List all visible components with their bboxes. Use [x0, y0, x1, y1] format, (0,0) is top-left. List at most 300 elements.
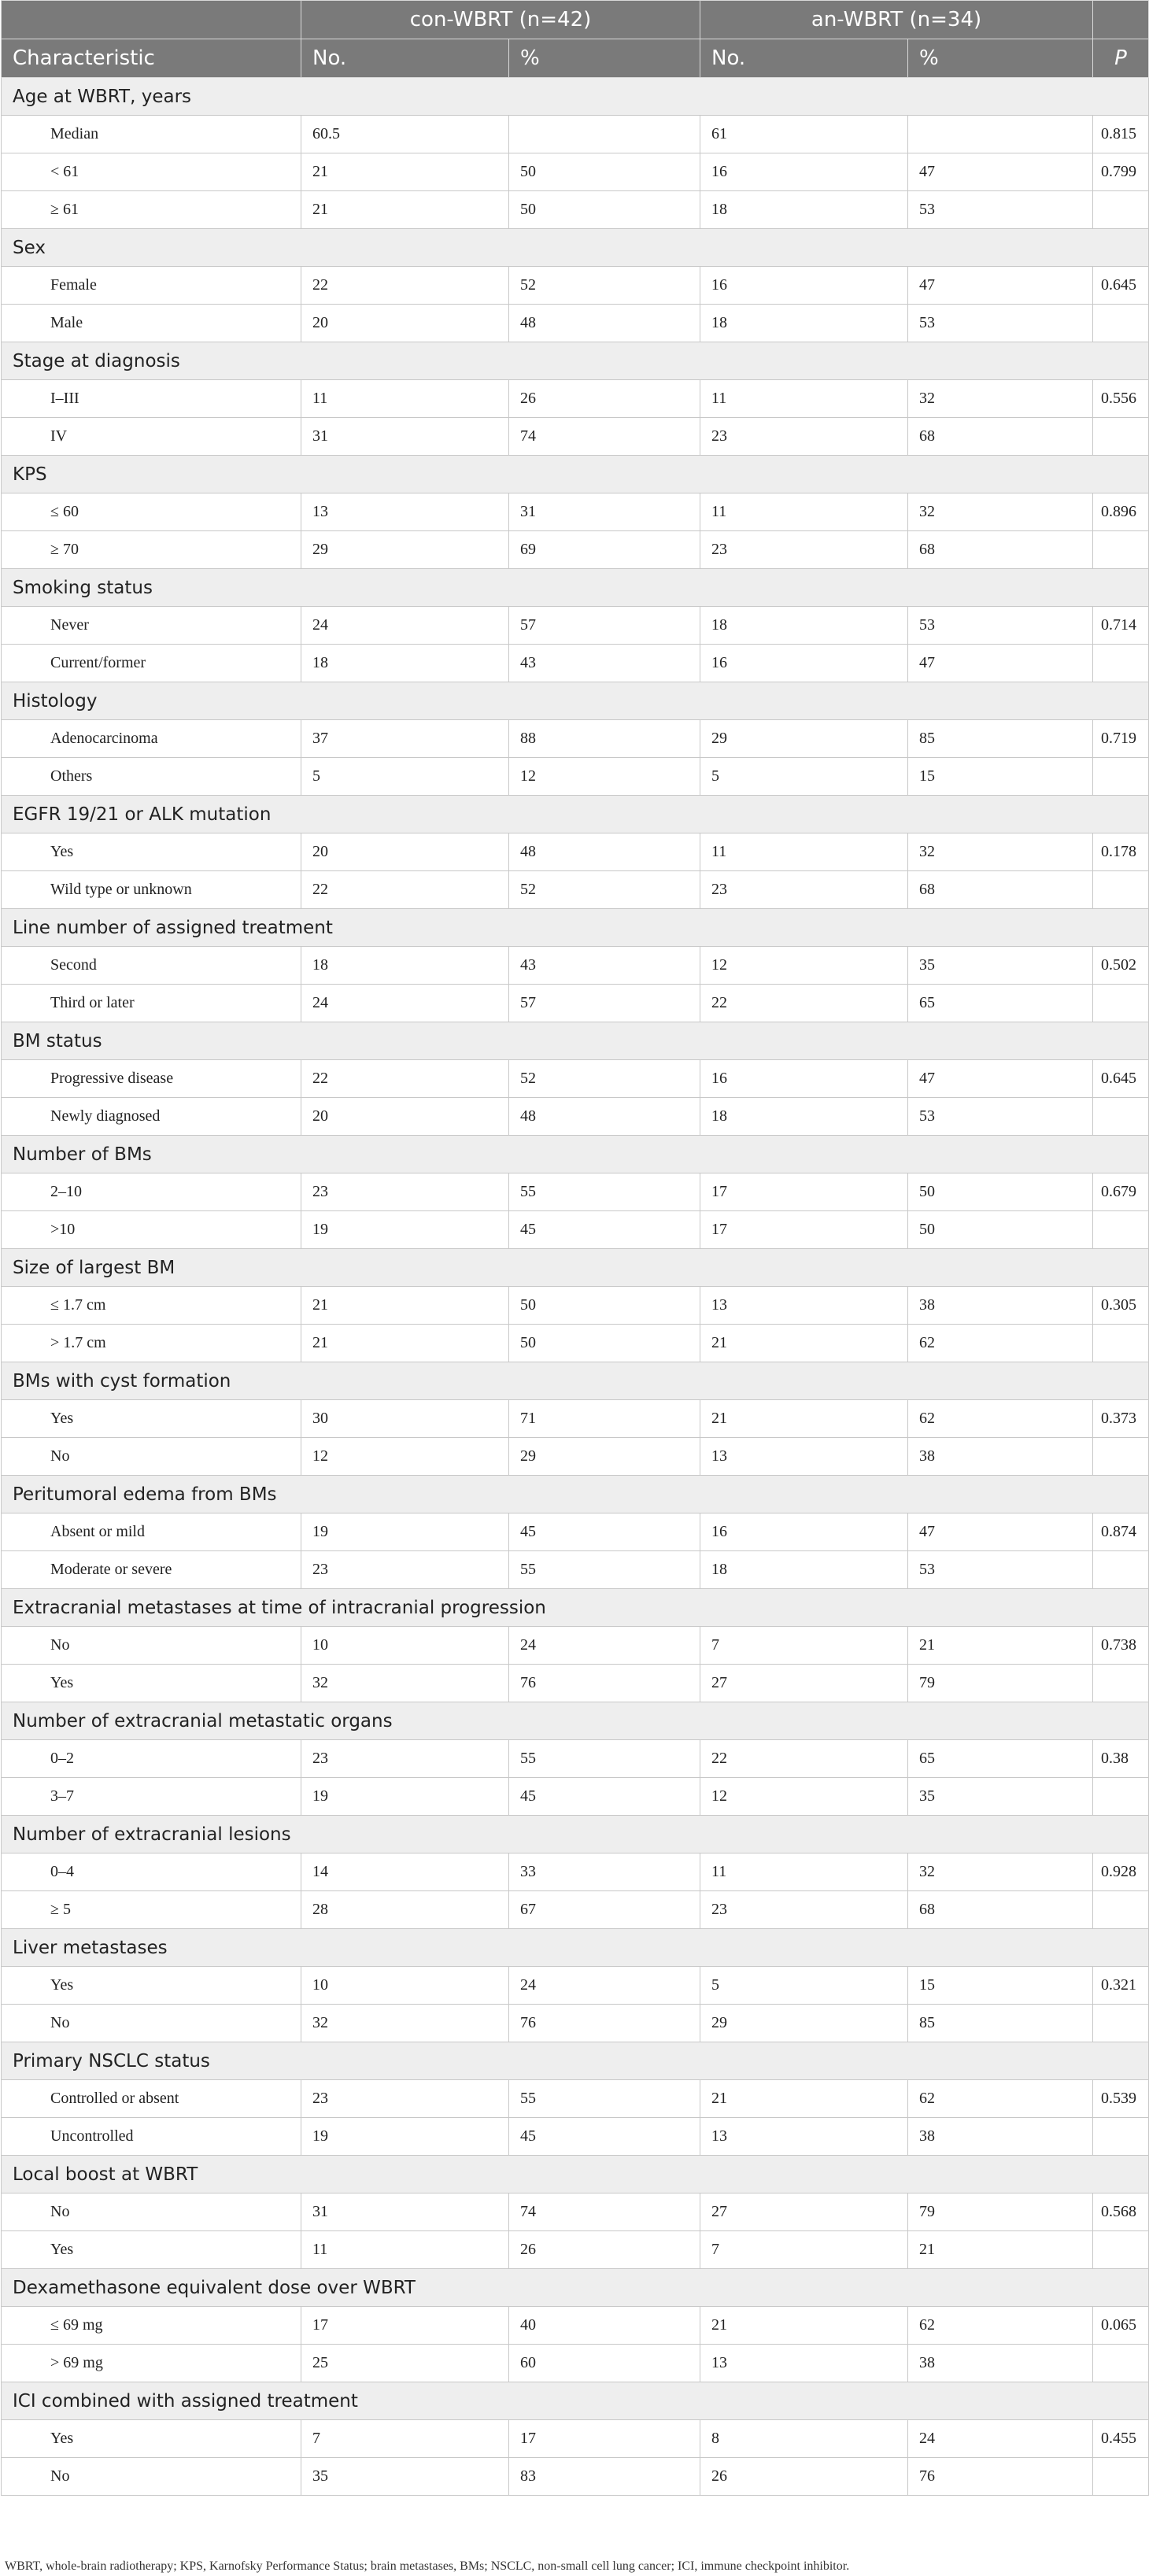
table-row: [2, 1740, 1149, 1778]
an-pct-cell: 32: [908, 493, 1093, 531]
con-no-cell: 25: [301, 2345, 509, 2382]
an-no-cell: 29: [700, 2005, 908, 2042]
an-pct-cell: 38: [908, 2118, 1093, 2156]
row-label: Progressive disease: [2, 1060, 301, 1098]
an-no-cell: 23: [700, 531, 908, 569]
p-value-cell: 0.305: [1093, 1287, 1149, 1325]
con-no-cell: 22: [301, 267, 509, 305]
an-no-cell: 21: [700, 2307, 908, 2345]
section-title: Line number of assigned treatment: [2, 909, 1149, 947]
an-pct-cell: 68: [908, 1891, 1093, 1929]
section-title: Smoking status: [2, 569, 1149, 607]
an-no-cell: 29: [700, 720, 908, 758]
row-label: Male: [2, 305, 301, 342]
row-label: 2–10: [2, 1173, 301, 1211]
row-label: No: [2, 1438, 301, 1476]
table-row: [2, 2231, 1149, 2269]
an-no-cell: 11: [700, 1853, 908, 1891]
table-row: [2, 418, 1149, 456]
an-pct-cell: 62: [908, 2080, 1093, 2118]
p-value-cell: 0.065: [1093, 2307, 1149, 2345]
section-title: Dexamethasone equivalent dose over WBRT: [2, 2269, 1149, 2307]
section-row: [2, 342, 1149, 380]
section-title: Primary NSCLC status: [2, 2042, 1149, 2080]
an-no-cell: 22: [700, 985, 908, 1022]
con-no-cell: 23: [301, 1173, 509, 1211]
p-value-cell: 0.874: [1093, 1513, 1149, 1551]
row-label: Yes: [2, 2420, 301, 2458]
con-no-cell: 19: [301, 1513, 509, 1551]
an-pct-cell: 85: [908, 720, 1093, 758]
table-row: [2, 871, 1149, 909]
con-no-cell: 20: [301, 833, 509, 871]
table-row: [2, 833, 1149, 871]
p-value-cell: [1093, 1665, 1149, 1702]
an-no-cell: 23: [700, 1891, 908, 1929]
section-row: [2, 1249, 1149, 1287]
row-label: IV: [2, 418, 301, 456]
con-pct-cell: 60: [509, 2345, 700, 2382]
an-no-cell: 12: [700, 947, 908, 985]
con-no-cell: 24: [301, 985, 509, 1022]
column-header-row: [2, 39, 1149, 78]
an-pct-cell: 24: [908, 2420, 1093, 2458]
an-no-cell: 5: [700, 758, 908, 796]
an-pct-header: %: [908, 39, 1093, 78]
p-value-cell: [1093, 1098, 1149, 1136]
an-pct-cell: 38: [908, 1438, 1093, 1476]
p-value-cell: 0.645: [1093, 1060, 1149, 1098]
section-row: [2, 1702, 1149, 1740]
p-value-cell: 0.321: [1093, 1967, 1149, 2005]
an-wbrt-group-header: an-WBRT (n=34): [700, 1, 1093, 39]
con-pct-cell: 50: [509, 1325, 700, 1362]
section-title: Size of largest BM: [2, 1249, 1149, 1287]
an-pct-cell: 38: [908, 2345, 1093, 2382]
table-row: [2, 2080, 1149, 2118]
an-pct-cell: 62: [908, 2307, 1093, 2345]
row-label: Wild type or unknown: [2, 871, 301, 909]
con-no-cell: 37: [301, 720, 509, 758]
an-no-cell: 18: [700, 607, 908, 645]
section-row: [2, 229, 1149, 267]
con-no-header: No.: [301, 39, 509, 78]
p-value-cell: [1093, 985, 1149, 1022]
an-no-cell: 27: [700, 1665, 908, 1702]
section-row: [2, 1929, 1149, 1967]
table-row: [2, 380, 1149, 418]
con-pct-cell: 50: [509, 1287, 700, 1325]
row-label: Uncontrolled: [2, 2118, 301, 2156]
row-label: Second: [2, 947, 301, 985]
con-no-cell: 21: [301, 1287, 509, 1325]
an-no-cell: 61: [700, 116, 908, 153]
table-row: [2, 2307, 1149, 2345]
an-pct-cell: 38: [908, 1287, 1093, 1325]
con-pct-cell: 43: [509, 645, 700, 682]
section-row: [2, 1589, 1149, 1627]
table-row: [2, 2118, 1149, 2156]
section-title: BMs with cyst formation: [2, 1362, 1149, 1400]
con-no-cell: 11: [301, 380, 509, 418]
row-label: Never: [2, 607, 301, 645]
an-pct-cell: [908, 116, 1093, 153]
con-pct-cell: 55: [509, 2080, 700, 2118]
an-pct-cell: 32: [908, 1853, 1093, 1891]
p-value-cell: [1093, 1551, 1149, 1589]
con-pct-cell: 45: [509, 1778, 700, 1816]
an-pct-cell: 15: [908, 1967, 1093, 2005]
table-row: [2, 267, 1149, 305]
con-no-cell: 28: [301, 1891, 509, 1929]
p-value-cell: [1093, 2118, 1149, 2156]
table-row: [2, 2193, 1149, 2231]
blank-header-cell: [2, 1, 301, 39]
p-value-cell: 0.38: [1093, 1740, 1149, 1778]
table-row: [2, 1778, 1149, 1816]
row-label: ≥ 61: [2, 191, 301, 229]
con-pct-cell: 48: [509, 1098, 700, 1136]
p-value-cell: [1093, 418, 1149, 456]
con-no-cell: 13: [301, 493, 509, 531]
an-no-cell: 11: [700, 380, 908, 418]
section-title: Age at WBRT, years: [2, 78, 1149, 116]
con-pct-cell: 52: [509, 1060, 700, 1098]
an-no-cell: 16: [700, 153, 908, 191]
section-title: EGFR 19/21 or ALK mutation: [2, 796, 1149, 833]
p-value-cell: [1093, 531, 1149, 569]
section-row: [2, 569, 1149, 607]
table-row: [2, 1665, 1149, 1702]
table-row: [2, 1438, 1149, 1476]
an-pct-cell: 32: [908, 833, 1093, 871]
an-no-cell: 17: [700, 1173, 908, 1211]
row-label: Adenocarcinoma: [2, 720, 301, 758]
row-label: >10: [2, 1211, 301, 1249]
table-row: [2, 2345, 1149, 2382]
table-row: [2, 531, 1149, 569]
con-pct-cell: 40: [509, 2307, 700, 2345]
characteristic-header: Characteristic: [2, 39, 301, 78]
con-pct-cell: 45: [509, 2118, 700, 2156]
table-row: [2, 2005, 1149, 2042]
p-value-cell: [1093, 1891, 1149, 1929]
section-row: [2, 2156, 1149, 2193]
table-row: [2, 2458, 1149, 2496]
con-no-cell: 31: [301, 418, 509, 456]
table-row: [2, 1060, 1149, 1098]
con-no-cell: 35: [301, 2458, 509, 2496]
section-row: [2, 456, 1149, 493]
an-pct-cell: 68: [908, 418, 1093, 456]
row-label: Others: [2, 758, 301, 796]
con-no-cell: 19: [301, 1211, 509, 1249]
table-row: [2, 1211, 1149, 1249]
an-pct-cell: 32: [908, 380, 1093, 418]
section-title: Sex: [2, 229, 1149, 267]
con-pct-cell: 71: [509, 1400, 700, 1438]
an-no-cell: 18: [700, 1551, 908, 1589]
an-pct-cell: 62: [908, 1400, 1093, 1438]
section-row: [2, 1362, 1149, 1400]
row-label: 0–4: [2, 1853, 301, 1891]
con-no-cell: 19: [301, 2118, 509, 2156]
an-pct-cell: 47: [908, 645, 1093, 682]
section-row: [2, 2269, 1149, 2307]
con-pct-cell: 52: [509, 267, 700, 305]
an-pct-cell: 62: [908, 1325, 1093, 1362]
con-pct-cell: 57: [509, 607, 700, 645]
con-no-cell: 23: [301, 1740, 509, 1778]
an-pct-cell: 35: [908, 1778, 1093, 1816]
section-title: Stage at diagnosis: [2, 342, 1149, 380]
row-label: Median: [2, 116, 301, 153]
con-no-cell: 21: [301, 153, 509, 191]
con-no-cell: 19: [301, 1778, 509, 1816]
section-row: [2, 796, 1149, 833]
an-no-cell: 11: [700, 493, 908, 531]
an-no-cell: 5: [700, 1967, 908, 2005]
section-title: Local boost at WBRT: [2, 2156, 1149, 2193]
p-value-cell: [1093, 1211, 1149, 1249]
con-pct-cell: 26: [509, 380, 700, 418]
an-no-cell: 26: [700, 2458, 908, 2496]
an-no-cell: 16: [700, 267, 908, 305]
con-pct-cell: 55: [509, 1551, 700, 1589]
p-value-cell: 0.539: [1093, 2080, 1149, 2118]
an-no-header: No.: [700, 39, 908, 78]
con-no-cell: 31: [301, 2193, 509, 2231]
con-no-cell: 17: [301, 2307, 509, 2345]
table-row: [2, 1551, 1149, 1589]
row-label: Yes: [2, 1665, 301, 1702]
con-pct-cell: 76: [509, 1665, 700, 1702]
an-no-cell: 17: [700, 1211, 908, 1249]
an-no-cell: 13: [700, 1438, 908, 1476]
p-value-cell: 0.815: [1093, 116, 1149, 153]
an-pct-cell: 65: [908, 1740, 1093, 1778]
p-value-cell: 0.896: [1093, 493, 1149, 531]
table-row: [2, 758, 1149, 796]
con-pct-cell: 26: [509, 2231, 700, 2269]
con-pct-cell: 24: [509, 1967, 700, 2005]
con-no-cell: 22: [301, 1060, 509, 1098]
an-no-cell: 13: [700, 2118, 908, 2156]
an-no-cell: 13: [700, 2345, 908, 2382]
p-value-header: P: [1093, 39, 1149, 78]
an-no-cell: 7: [700, 1627, 908, 1665]
characteristics-table: [1, 0, 1149, 2496]
con-pct-cell: 17: [509, 2420, 700, 2458]
an-pct-cell: 85: [908, 2005, 1093, 2042]
table-row: [2, 645, 1149, 682]
row-label: Controlled or absent: [2, 2080, 301, 2118]
row-label: No: [2, 1627, 301, 1665]
p-value-cell: 0.679: [1093, 1173, 1149, 1211]
p-value-cell: [1093, 2345, 1149, 2382]
an-no-cell: 23: [700, 418, 908, 456]
con-no-cell: 21: [301, 191, 509, 229]
an-pct-cell: 50: [908, 1173, 1093, 1211]
an-pct-cell: 47: [908, 267, 1093, 305]
row-label: Newly diagnosed: [2, 1098, 301, 1136]
con-no-cell: 11: [301, 2231, 509, 2269]
con-no-cell: 14: [301, 1853, 509, 1891]
row-label: < 61: [2, 153, 301, 191]
an-pct-cell: 53: [908, 607, 1093, 645]
an-no-cell: 27: [700, 2193, 908, 2231]
table-body: [2, 78, 1149, 2496]
row-label: Current/former: [2, 645, 301, 682]
table-row: [2, 1853, 1149, 1891]
an-no-cell: 16: [700, 1060, 908, 1098]
section-row: [2, 909, 1149, 947]
row-label: ≤ 60: [2, 493, 301, 531]
row-label: Female: [2, 267, 301, 305]
p-value-cell: [1093, 758, 1149, 796]
con-pct-cell: 88: [509, 720, 700, 758]
con-no-cell: 22: [301, 871, 509, 909]
con-no-cell: 20: [301, 1098, 509, 1136]
con-pct-header: %: [509, 39, 700, 78]
table-row: [2, 1627, 1149, 1665]
row-label: Yes: [2, 833, 301, 871]
con-no-cell: 30: [301, 1400, 509, 1438]
con-pct-cell: 43: [509, 947, 700, 985]
table-row: [2, 116, 1149, 153]
con-no-cell: 23: [301, 2080, 509, 2118]
table-row: [2, 1967, 1149, 2005]
section-title: KPS: [2, 456, 1149, 493]
an-no-cell: 21: [700, 1400, 908, 1438]
an-pct-cell: 21: [908, 1627, 1093, 1665]
row-label: Yes: [2, 2231, 301, 2269]
row-label: 0–2: [2, 1740, 301, 1778]
section-title: BM status: [2, 1022, 1149, 1060]
p-value-cell: 0.714: [1093, 607, 1149, 645]
row-label: No: [2, 2005, 301, 2042]
row-label: > 69 mg: [2, 2345, 301, 2382]
an-pct-cell: 79: [908, 2193, 1093, 2231]
an-pct-cell: 21: [908, 2231, 1093, 2269]
row-label: 3–7: [2, 1778, 301, 1816]
an-no-cell: 8: [700, 2420, 908, 2458]
p-value-cell: [1093, 2458, 1149, 2496]
table-row: [2, 305, 1149, 342]
con-pct-cell: 55: [509, 1173, 700, 1211]
an-no-cell: 18: [700, 1098, 908, 1136]
section-row: [2, 1816, 1149, 1853]
con-no-cell: 21: [301, 1325, 509, 1362]
an-pct-cell: 47: [908, 153, 1093, 191]
p-value-cell: 0.719: [1093, 720, 1149, 758]
con-no-cell: 5: [301, 758, 509, 796]
an-pct-cell: 53: [908, 1551, 1093, 1589]
p-value-cell: 0.738: [1093, 1627, 1149, 1665]
con-pct-cell: 45: [509, 1513, 700, 1551]
an-no-cell: 16: [700, 645, 908, 682]
section-row: [2, 1136, 1149, 1173]
p-value-cell: [1093, 305, 1149, 342]
an-no-cell: 18: [700, 305, 908, 342]
row-label: Third or later: [2, 985, 301, 1022]
con-pct-cell: 24: [509, 1627, 700, 1665]
an-no-cell: 21: [700, 2080, 908, 2118]
table-row: [2, 720, 1149, 758]
table-row: [2, 1098, 1149, 1136]
con-no-cell: 60.5: [301, 116, 509, 153]
p-value-cell: [1093, 645, 1149, 682]
p-value-cell: [1093, 1438, 1149, 1476]
con-pct-cell: 48: [509, 305, 700, 342]
table-row: [2, 1400, 1149, 1438]
con-no-cell: 23: [301, 1551, 509, 1589]
con-no-cell: 29: [301, 531, 509, 569]
table-row: [2, 191, 1149, 229]
p-value-cell: 0.502: [1093, 947, 1149, 985]
row-label: No: [2, 2193, 301, 2231]
section-row: [2, 78, 1149, 116]
p-value-cell: [1093, 871, 1149, 909]
con-pct-cell: [509, 116, 700, 153]
section-title: Number of extracranial metastatic organs: [2, 1702, 1149, 1740]
row-label: Absent or mild: [2, 1513, 301, 1551]
p-value-cell: 0.568: [1093, 2193, 1149, 2231]
con-no-cell: 18: [301, 947, 509, 985]
con-no-cell: 32: [301, 1665, 509, 1702]
con-no-cell: 7: [301, 2420, 509, 2458]
con-pct-cell: 52: [509, 871, 700, 909]
p-value-cell: 0.928: [1093, 1853, 1149, 1891]
table-row: [2, 493, 1149, 531]
an-pct-cell: 47: [908, 1060, 1093, 1098]
row-label: ≤ 1.7 cm: [2, 1287, 301, 1325]
con-pct-cell: 69: [509, 531, 700, 569]
con-no-cell: 12: [301, 1438, 509, 1476]
section-title: Liver metastases: [2, 1929, 1149, 1967]
p-value-cell: [1093, 1325, 1149, 1362]
an-pct-cell: 15: [908, 758, 1093, 796]
row-label: ≥ 5: [2, 1891, 301, 1929]
con-no-cell: 24: [301, 607, 509, 645]
con-pct-cell: 74: [509, 418, 700, 456]
an-no-cell: 7: [700, 2231, 908, 2269]
con-pct-cell: 31: [509, 493, 700, 531]
row-label: No: [2, 2458, 301, 2496]
row-label: ≥ 70: [2, 531, 301, 569]
p-value-cell: 0.645: [1093, 267, 1149, 305]
table-row: [2, 1513, 1149, 1551]
an-no-cell: 21: [700, 1325, 908, 1362]
table-footnote: WBRT, whole-brain radiotherapy; KPS, Karnofsky Performance Status; brain metastases, BMs; NSCLC, non-small cell lung cancer; ICI, immune checkpoint inhibitor.: [5, 2559, 850, 2573]
an-pct-cell: 79: [908, 1665, 1093, 1702]
con-pct-cell: 48: [509, 833, 700, 871]
an-pct-cell: 53: [908, 1098, 1093, 1136]
p-value-cell: 0.373: [1093, 1400, 1149, 1438]
p-value-cell: 0.455: [1093, 2420, 1149, 2458]
table-row: [2, 607, 1149, 645]
row-label: Yes: [2, 1400, 301, 1438]
con-pct-cell: 74: [509, 2193, 700, 2231]
con-wbrt-group-header: con-WBRT (n=42): [301, 1, 700, 39]
p-value-cell: 0.178: [1093, 833, 1149, 871]
an-no-cell: 12: [700, 1778, 908, 1816]
group-header-row: [2, 1, 1149, 39]
p-value-cell: [1093, 2005, 1149, 2042]
an-no-cell: 11: [700, 833, 908, 871]
an-pct-cell: 76: [908, 2458, 1093, 2496]
section-row: [2, 2042, 1149, 2080]
